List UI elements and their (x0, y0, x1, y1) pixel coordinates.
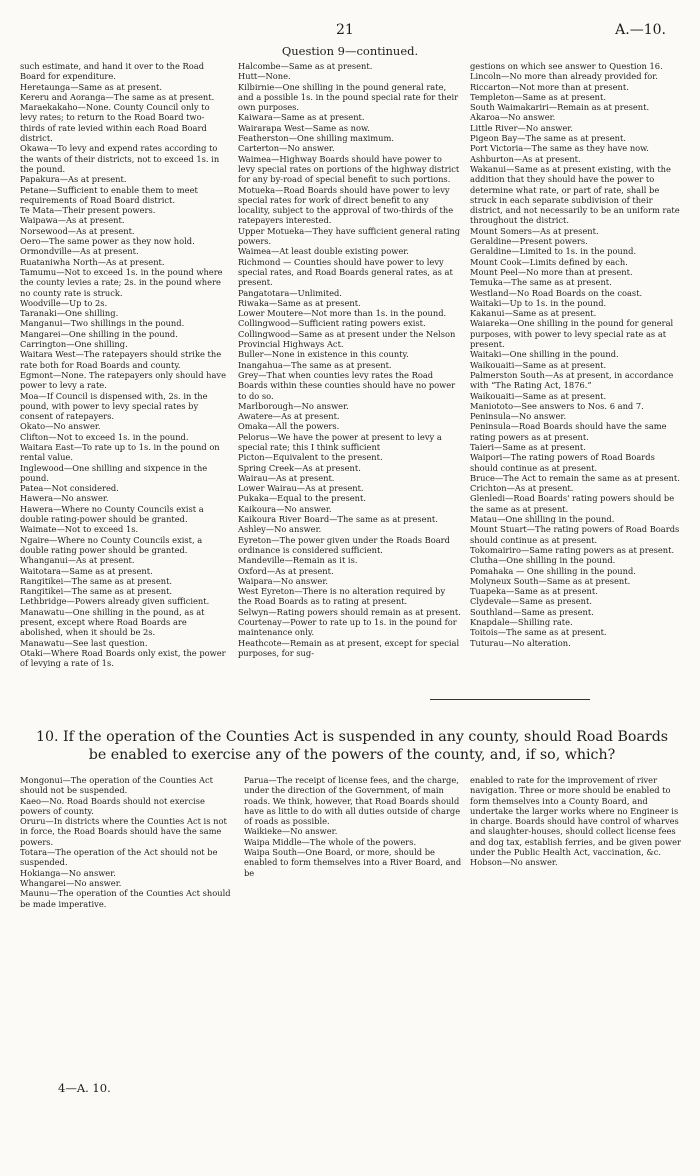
document-reference: A.—10. (615, 22, 666, 38)
entry: Pomahaka — One shilling in the pound. (470, 565, 636, 576)
entry: Kaiwara—Same as at present. (238, 112, 365, 123)
entry: Templeton—Same as at present. (470, 91, 606, 102)
entry: Te Mata—Their present powers. (20, 205, 156, 216)
entry: Waitaki—Up to 1s. in the pound. (470, 297, 607, 308)
entry: Hokianga—No answer. (20, 867, 116, 878)
entry: Featherston—One shilling maximum. (238, 133, 395, 144)
entry: Ashley—No answer. (238, 524, 322, 535)
entry: Oruru—In districts where the Counties Act is not in force, the Road Boards should have the same powers. (20, 816, 227, 847)
entry: Glenledi—Road Boards' rating powers should be the same as at present. (470, 493, 675, 514)
entry: Manawatu—See last question. (20, 637, 148, 648)
entry: Collingwood—Same as at present under the Nelson Provincial Highways Act. (238, 328, 456, 350)
q10-column-right (470, 775, 682, 868)
entry: Halcombe—Same as at present. (238, 61, 373, 71)
entry: Temuka—The same as at present. (470, 277, 612, 288)
entry: Okawa—To levy and expend rates according to the wants of their districts, not to exceed 1s. in the pound. (20, 143, 220, 174)
entry: Waikieke—No answer. (244, 826, 338, 837)
entry: West Eyreton—There is no alteration required by the Road Boards as to rating at present. (238, 586, 446, 607)
entry: Heathcote—Remain as at present, except for special purposes, for sug- (238, 637, 460, 658)
entry: Maniototo—See answers to Nos. 6 and 7. (470, 400, 644, 411)
entry: Geraldine—Limited to 1s. in the pound. (470, 246, 637, 257)
entry: Waikouaiti—Same as at present. (470, 390, 607, 401)
entry: Grey—That when counties levy rates the Road Boards within these counties should have no power to do so. (238, 369, 456, 401)
entry: South Waimakariri—Remain as at present. (470, 102, 650, 113)
entry: Wakanui—Same as at present existing, with the addition that they should have the power to determine what rate, or part of rate, shall be struck in each separate subdivision of their district, and not necessarily to be an uniform rate throughout the district. (470, 163, 680, 226)
entry: Wairau—As at present. (238, 472, 335, 483)
entry: Inangahua—The same as at present. (238, 359, 392, 370)
entry: Parua—The receipt of license fees, and the charge, under the direction of the Government, of main roads. We think, however, that Road Boards should have as little to do with all duties outside of charge of roads as possible. (244, 775, 461, 827)
signature-mark: 4—A. 10. (58, 1081, 111, 1095)
entry: Waimea—Highway Boards should have power to levy special rates on portions of the highway district for any by-road of special benefit to such portions. (238, 153, 460, 185)
question-10-heading: 10. If the operation of the Counties Act is suspended in any county, should Road Boards be enabled to exercise any of the powers of the county, and, if so, which? (35, 729, 669, 763)
entry: Selwyn—Rating powers should remain as at present. (238, 606, 461, 617)
entry: Kaeo—No. Road Boards should not exercise powers of county. (20, 795, 205, 816)
entry: Mount Cook—Limits defined by each. (470, 256, 628, 267)
entry: Port Victoria—The same as they have now. (470, 143, 649, 154)
entry: Kaikoura—No answer. (238, 503, 332, 514)
entry: Pelorus—We have the power at present to levy a special rate; this I think sufficient (238, 431, 442, 452)
entry: Lincoln—No more than already provided for. (470, 71, 658, 82)
entry: Woodville—Up to 2s. (20, 297, 108, 308)
entry: Patea—Not considered. (20, 483, 119, 494)
entry: Carterton—No answer. (238, 143, 335, 154)
entry: Buller—None in existence in this county. (238, 349, 409, 360)
entry: Hutt—None. (238, 71, 291, 82)
entry: Waitara East—To rate up to 1s. in the pound on rental value. (20, 441, 220, 463)
entry: Kereru and Aoranga—The same as at present. (20, 91, 215, 102)
entry: Pukaka—Equal to the present. (238, 493, 366, 504)
entry: Waimea—At least double existing power. (238, 246, 409, 257)
entry: Tamumu—Not to exceed 1s. in the pound where the county levies a rate; 2s. in the pound where no county rate is struck. (20, 266, 223, 298)
entry: Waipa South—One Board, or more, should be enabled to form themselves into a River Board, and be (244, 847, 462, 878)
entry: Whanganui—As at present. (20, 555, 135, 566)
entry: Courtenay—Power to rate up to 1s. in the pound for maintenance only. (238, 617, 457, 638)
entry: Waipori—The rating powers of Road Boards should continue as at present. (470, 452, 655, 473)
entry: Taranaki—One shilling. (20, 308, 119, 319)
entry: Ashburton—As at present. (470, 153, 581, 164)
entry: Tokomairiro—Same rating powers as at present. (470, 544, 675, 555)
entry: Upper Motueka—They have sufficient general rating powers. (238, 225, 461, 247)
entry: Mount Stuart—The rating powers of Road Boards should continue as at present. (470, 524, 680, 545)
entry: Rangitikei—The same as at present. (20, 575, 173, 586)
entry: Molyneux South—Same as at present. (470, 575, 631, 586)
entry: Clutha—One shilling in the pound. (470, 555, 616, 566)
entry: Heretaunga—Same as at present. (20, 81, 163, 92)
entry: Otaki—Where Road Boards only exist, the power of levying a rate of 1s. (20, 647, 226, 669)
entry: Whangarei—No answer. (20, 877, 122, 888)
entry: Carrington—One shilling. (20, 339, 128, 350)
entry: Peninsula—No answer. (470, 411, 567, 422)
entry: Pigeon Bay—The same as at present. (470, 133, 626, 144)
entry: Oxford—As at present. (238, 565, 334, 576)
entry: Manganui—Two shillings in the pound. (20, 318, 185, 329)
entry: Totara—The operation of the Act should not be suspended. (20, 847, 218, 868)
entry: Mount Peel—No more than at present. (470, 266, 633, 277)
entry: Norsewood—As at present. (20, 225, 135, 236)
entry: Waitara West—The ratepayers should strike the rate both for Road Boards and county. (20, 349, 222, 370)
entry: Mongonui—The operation of the Counties Act should not be suspended. (20, 775, 214, 796)
entry: Marlborough—No answer. (238, 400, 349, 411)
entry: Mount Somers—As at present. (470, 225, 599, 236)
entry: Maraekakaho—None. County Council only to levy rates; to return to the Road Board two-thirds of rate levied within each Road Board district. (20, 102, 210, 144)
entry: Petane—Sufficient to enable them to meet requirements of Road Board district. (20, 184, 198, 205)
entry: Oero—The same power as they now hold. (20, 236, 195, 247)
entry: Taieri—Same as at present. (470, 441, 586, 452)
section-divider (430, 699, 590, 700)
entry: Kaikoura River Board—The same as at present. (238, 514, 438, 525)
entry: Picton—Equivalent to the present. (238, 452, 383, 463)
entry: Southland—Same as present. (470, 606, 594, 617)
entry: Akaroa—No answer. (470, 112, 556, 123)
entry: Peninsula—Road Boards should have the same rating powers as at present. (470, 421, 667, 442)
entry: Toitois—The same as at present. (470, 627, 607, 638)
entry: Geraldine—Present powers. (470, 236, 588, 247)
entry: Clifton—Not to exceed 1s. in the pound. (20, 431, 189, 442)
entry: Lower Moutere—Not more than 1s. in the pound. (238, 308, 447, 319)
entry: Mangarei—One shilling in the pound. (20, 328, 178, 339)
entry: Bruce—The Act to remain the same as at present. (470, 472, 680, 483)
entry: Riwaka—Same as at present. (238, 297, 361, 308)
column-left (20, 61, 227, 669)
entry: Manawatu—One shilling in the pound, as at present, except where Road Boards are abolished, when it should be 2s. (20, 606, 205, 638)
entry: Matau—One shilling in the pound. (470, 514, 615, 525)
entry: Inglewood—One shilling and sixpence in the pound. (20, 462, 208, 483)
entry: Little River—No answer. (470, 122, 573, 133)
entry: gestions on which see answer to Question 16. (470, 61, 663, 71)
entry: Westland—No Road Boards on the coast. (470, 287, 643, 298)
column-middle (238, 61, 461, 658)
entry: Tuapeka—Same as at present. (470, 586, 598, 597)
entry: Clydevale—Same as present. (470, 596, 592, 607)
entry: Moa—If Council is dispensed with, 2s. in the pound, with power to levy special rates by consent of ratepayers. (20, 390, 208, 422)
entry: Waitotara—Same as at present. (20, 565, 153, 576)
entry: Waimate—Not to exceed 1s. (20, 524, 139, 535)
entry: Okato—No answer. (20, 421, 101, 432)
entry: Waipara—No answer. (238, 575, 329, 586)
entry: Ormondville—As at present. (20, 246, 139, 257)
entry: Omaka—All the powers. (238, 421, 340, 432)
entry: Egmont—None. The ratepayers only should have power to levy a rate. (20, 369, 227, 391)
entry: Hobson—No answer. (470, 857, 558, 868)
question-heading: Question 9—continued. (281, 44, 419, 58)
entry: Crichton—As at present. (470, 483, 574, 494)
entry: Pangatotara—Unlimited. (238, 287, 342, 298)
entry: Palmerston South—As at present, in accordance with “The Rating Act, 1876.” (470, 369, 674, 391)
entry: enabled to rate for the improvement of river navigation. Three or more should be enabled to form themselves into a County Board, and undertake the larger works where no Engineer is in charge. Boards should have control of wharves and slaughter-houses, should collect license fees and dog tax, establish ferries, and be given power under the Public Health Act, vaccination, &c. (470, 775, 681, 858)
entry: Ngaire—Where no County Councils exist, a double rating power should be granted. (20, 534, 203, 555)
entry: Waipawa—As at present. (20, 215, 125, 226)
entry: Lethbridge—Powers already given sufficient. (20, 596, 210, 607)
entry: Eyreton—The power given under the Roads Board ordinance is considered sufficient. (238, 534, 450, 555)
entry: Waipa Middle—The whole of the powers. (244, 836, 417, 847)
entry: Rangitikei—The same as at present. (20, 586, 173, 597)
entry: Ruataniwha North—As at present. (20, 256, 165, 267)
entry: Lower Wairau—As at present. (238, 483, 364, 494)
q10-column-middle (244, 775, 462, 878)
entry: Knapdale—Shilling rate. (470, 617, 573, 628)
entry: Collingwood—Sufficient rating powers exist. (238, 318, 426, 329)
page-header (0, 0, 700, 40)
q10-column-left (20, 775, 232, 909)
entry: Hawera—No answer. (20, 493, 109, 504)
page-number: 21 (336, 22, 354, 38)
entry: Motueka—Road Boards should have power to levy special rates for work of direct benefit to any locality, subject to the approval of two-thirds of the ratepayers interested. (238, 184, 454, 226)
entry: such estimate, and hand it over to the Road Board for expenditure. (20, 61, 205, 82)
entry: Waitaki—One shilling in the pound. (470, 349, 619, 360)
entry: Awatere—As at present. (238, 411, 340, 422)
column-right (470, 61, 682, 648)
entry: Spring Creek—As at present. (238, 462, 361, 473)
entry: Maunu—The operation of the Counties Act should be made imperative. (20, 888, 231, 909)
entry: Waiareka—One shilling in the pound for general purposes, with power to levy special rate as at present. (470, 318, 674, 350)
entry: Hawera—Where no County Councils exist a double rating-power should be granted. (20, 503, 204, 525)
entry: Tuturau—No alteration. (470, 637, 571, 648)
entry: Riccarton—Not more than at present. (470, 81, 629, 92)
entry: Waikouaiti—Same as at present. (470, 359, 607, 370)
entry: Kilbirnie—One shilling in the pound general rate, and a possible 1s. in the pound special rate for their own purposes. (238, 81, 459, 113)
entry: Richmond — Counties should have power to levy special rates, and Road Boards general rates, as at present. (238, 256, 453, 288)
entry: Wairarapa West—Same as now. (238, 122, 370, 133)
entry: Kakanui—Same as at present. (470, 308, 597, 319)
entry: Mandeville—Remain as it is. (238, 555, 358, 566)
entry: Papakura—As at present. (20, 174, 127, 185)
